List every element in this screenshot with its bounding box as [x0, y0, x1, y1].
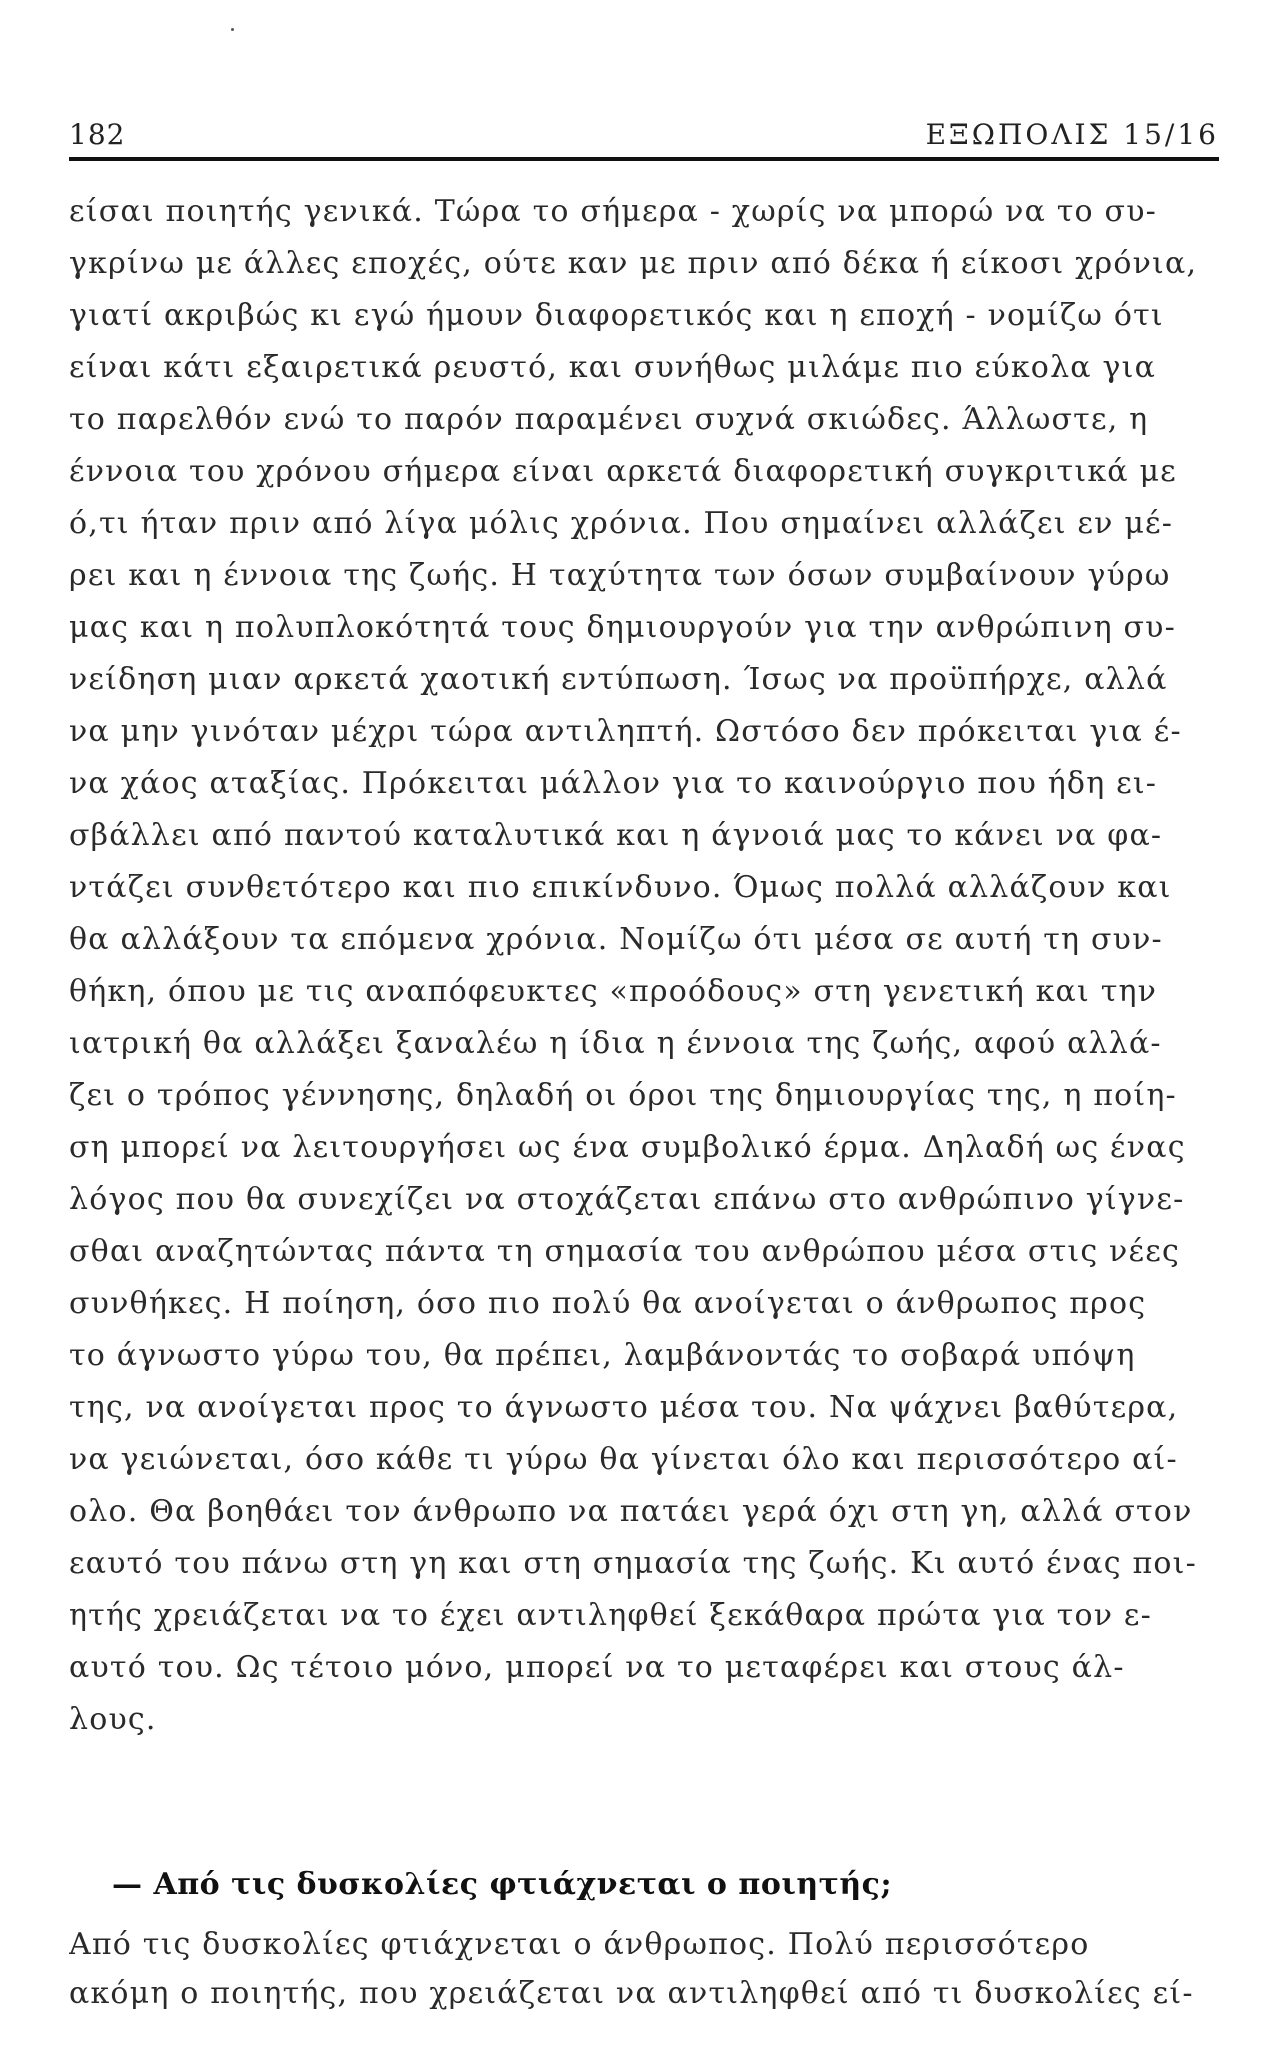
- text-line: γκρίνω με άλλες εποχές, ούτε καν με πριν από δέκα ή είκοσι χρόνια,: [69, 246, 1198, 281]
- text-line: συνθήκες. Η ποίηση, όσο πιο πολύ θα ανοίγεται ο άνθρωπος προς: [69, 1286, 1147, 1321]
- text-line: είναι κάτι εξαιρετικά ρευστό, και συνήθως μιλάμε πιο εύκολα για: [69, 350, 1157, 385]
- text-line: είσαι ποιητής γενικά. Τώρα το σήμερα - χωρίς να μπορώ να το συ-: [69, 194, 1158, 229]
- text-line: ακόμη ο ποιητής, που χρειάζεται να αντιληφθεί από τι δυσκολίες εί-: [69, 1976, 1194, 2011]
- text-line: να γειώνεται, όσο κάθε τι γύρω θα γίνεται όλο και περισσότερο αί-: [69, 1442, 1178, 1477]
- text-line: αυτό του. Ως τέτοιο μόνο, μπορεί να το μεταφέρει και στους άλ-: [69, 1650, 1125, 1685]
- body-text: [69, 186, 1219, 1746]
- text-line: να χάος αταξίας. Πρόκειται μάλλον για το καινούργιο που ήδη ει-: [69, 766, 1158, 801]
- text-line: θα αλλάξουν τα επόμενα χρόνια. Νομίζω ότι μέσα σε αυτή τη συν-: [69, 922, 1163, 957]
- header-rule: [69, 157, 1219, 161]
- text-line: ητής χρειάζεται να το έχει αντιληφθεί ξεκάθαρα πρώτα για τον ε-: [69, 1598, 1152, 1633]
- text-line: ζει ο τρόπος γέννησης, δηλαδή οι όροι της δημιουργίας της, η ποίη-: [69, 1078, 1177, 1113]
- text-line: ό,τι ήταν πριν από λίγα μόλις χρόνια. Που σημαίνει αλλάζει εν μέ-: [69, 506, 1174, 541]
- text-line: ση μπορεί να λειτουργήσει ως ένα συμβολικό έρμα. Δηλαδή ως ένας: [69, 1130, 1186, 1165]
- print-speck: [231, 28, 234, 31]
- text-line: το άγνωστο γύρω του, θα πρέπει, λαμβάνοντάς το σοβαρά υπόψη: [69, 1338, 1136, 1373]
- text-line: της, να ανοίγεται προς το άγνωστο μέσα του. Να ψάχνει βαθύτερα,: [69, 1390, 1179, 1425]
- text-line: Από τις δυσκολίες φτιάχνεται ο άνθρωπος. Πολύ περισσότερο: [69, 1927, 1090, 1962]
- text-line: ιατρική θα αλλάξει ξαναλέω η ίδια η έννοια της ζωής, αφού αλλά-: [69, 1026, 1162, 1061]
- text-line: νείδηση μιαν αρκετά χαοτική εντύπωση. Ίσως να προϋπήρχε, αλλά: [69, 662, 1168, 697]
- text-line: να μην γινόταν μέχρι τώρα αντιληπτή. Ωστόσο δεν πρόκειται για έ-: [69, 714, 1182, 749]
- text-line: εαυτό του πάνω στη γη και στη σημασία της ζωής. Κι αυτό ένας ποι-: [69, 1546, 1197, 1581]
- text-line: έννοια του χρόνου σήμερα είναι αρκετά διαφορετική συγκριτικά με: [69, 454, 1177, 489]
- text-line: σθαι αναζητώντας πάντα τη σημασία του ανθρώπου μέσα στις νέες: [69, 1234, 1180, 1269]
- text-line: σβάλλει από παντού καταλυτικά και η άγνοιά μας το κάνει να φα-: [69, 818, 1163, 853]
- text-line: το παρελθόν ενώ το παρόν παραμένει συχνά σκιώδες. Άλλωστε, η: [69, 402, 1149, 437]
- page-number: 182: [69, 118, 126, 151]
- text-line: μας και η πολυπλοκότητά τους δημιουργούν για την ανθρώπινη συ-: [69, 610, 1176, 645]
- text-line: ολο. Θα βοηθάει τον άνθρωπο να πατάει γερά όχι στη γη, αλλά στον: [69, 1494, 1193, 1529]
- text-line: ντάζει συνθετότερο και πιο επικίνδυνο. Όμως πολλά αλλάζουν και: [69, 870, 1172, 905]
- text-line: γιατί ακριβώς κι εγώ ήμουν διαφορετικός και η εποχή - νομίζω ότι: [69, 298, 1164, 333]
- text-line: λους.: [69, 1702, 157, 1737]
- running-header: [69, 118, 1219, 158]
- text-line: θήκη, όπου με τις αναπόφευκτες «προόδους» στη γενετική και την: [69, 974, 1158, 1009]
- interview-question: — Από τις δυσκολίες φτιάχνεται ο ποιητής;: [112, 1867, 893, 1902]
- text-line: ρει και η έννοια της ζωής. Η ταχύτητα των όσων συμβαίνουν γύρω: [69, 558, 1171, 593]
- text-line: λόγος που θα συνεχίζει να στοχάζεται επάνω στο ανθρώπινο γίγνε-: [69, 1182, 1185, 1217]
- journal-title: ΕΞΩΠΟΛΙΣ 15/16: [925, 118, 1219, 151]
- answer-text: [69, 1920, 1219, 2018]
